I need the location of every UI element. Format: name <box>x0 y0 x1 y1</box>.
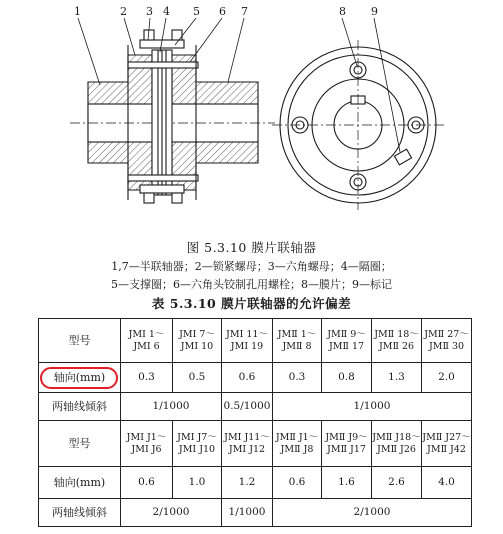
callout-3: 3 <box>146 5 153 18</box>
callout-5: 5 <box>193 5 200 18</box>
figure-legend-line-2: 5—支撑圈；6—六角头铰制孔用螺栓；8—膜片；9—标记 <box>111 278 392 291</box>
model-cell: JMⅡ J1～ JMⅡ J8 <box>273 421 322 467</box>
tilt-value: 1/1000 <box>222 499 273 527</box>
row-label-tilt: 两轴线倾斜 <box>39 499 121 527</box>
callout-7: 7 <box>241 5 248 18</box>
side-section-view <box>70 30 275 203</box>
axial-value: 1.2 <box>222 467 273 499</box>
table-row <box>39 467 472 499</box>
callout-4: 4 <box>163 5 170 18</box>
model-cell: JMⅠ J7～ JMⅠ J10 <box>173 421 222 467</box>
model-cell: JMⅡ J18～ JMⅡ J26 <box>372 421 422 467</box>
deviation-table <box>38 318 472 527</box>
table-title: 表 5.3.10 膜片联轴器的允许偏差 <box>151 296 352 311</box>
model-cell: JMⅡ 27～ JMⅡ 30 <box>422 319 472 363</box>
figure-legend-line-1: 1,7—半联轴器；2—锁紧螺母；3—六角螺母；4—隔圈； <box>111 260 392 273</box>
model-cell: JMⅠ J1～ JMⅠ J6 <box>121 421 173 467</box>
axial-value: 1.6 <box>322 467 372 499</box>
table-row <box>39 421 472 467</box>
axial-value: 0.3 <box>273 363 322 393</box>
model-cell: JMⅡ 9～ JMⅡ 17 <box>322 319 372 363</box>
row-label-axial: 轴向(mm) <box>39 363 121 393</box>
axial-value: 4.0 <box>422 467 472 499</box>
row-label-model: 型号 <box>39 319 121 363</box>
axial-value: 1.0 <box>173 467 222 499</box>
axial-value: 2.6 <box>372 467 422 499</box>
model-cell: JMⅠ J11～ JMⅠ J12 <box>222 421 273 467</box>
tilt-value: 1/1000 <box>121 393 222 421</box>
callout-numbers <box>74 5 378 18</box>
model-cell: JMⅡ J9～ JMⅡ J17 <box>322 421 372 467</box>
axial-value: 0.5 <box>173 363 222 393</box>
figure-title: 图 5.3.10 膜片联轴器 <box>186 240 317 255</box>
model-cell: JMⅠ 11～ JMⅠ 19 <box>222 319 273 363</box>
callout-6: 6 <box>219 5 226 18</box>
model-cell: JMⅡ J27～ JMⅡ J42 <box>422 421 472 467</box>
axial-value: 0.6 <box>222 363 273 393</box>
end-view <box>272 40 444 210</box>
model-cell: JMⅡ 1～ JMⅡ 8 <box>273 319 322 363</box>
callout-9: 9 <box>371 5 378 18</box>
axial-value: 1.3 <box>372 363 422 393</box>
model-cell: JMⅠ 7～ JMⅠ 10 <box>173 319 222 363</box>
row-label-axial: 轴向(mm) <box>39 467 121 499</box>
coupling-drawing <box>0 0 503 232</box>
table-row <box>39 393 472 421</box>
callout-2: 2 <box>120 5 127 18</box>
row-label-tilt: 两轴线倾斜 <box>39 393 121 421</box>
table-row <box>39 499 472 527</box>
axial-value: 2.0 <box>422 363 472 393</box>
axial-value: 0.8 <box>322 363 372 393</box>
tilt-value: 0.5/1000 <box>222 393 273 421</box>
axial-value: 0.3 <box>121 363 173 393</box>
row-label-model: 型号 <box>39 421 121 467</box>
tilt-value: 2/1000 <box>273 499 472 527</box>
callout-8: 8 <box>339 5 346 18</box>
axial-value: 0.6 <box>273 467 322 499</box>
callout-1: 1 <box>74 5 81 18</box>
axial-value: 0.6 <box>121 467 173 499</box>
table-row <box>39 319 472 363</box>
table-row <box>39 363 472 393</box>
tilt-value: 2/1000 <box>121 499 222 527</box>
tilt-value: 1/1000 <box>273 393 472 421</box>
model-cell: JMⅠ 1～ JMⅠ 6 <box>121 319 173 363</box>
model-cell: JMⅡ 18～ JMⅡ 26 <box>372 319 422 363</box>
